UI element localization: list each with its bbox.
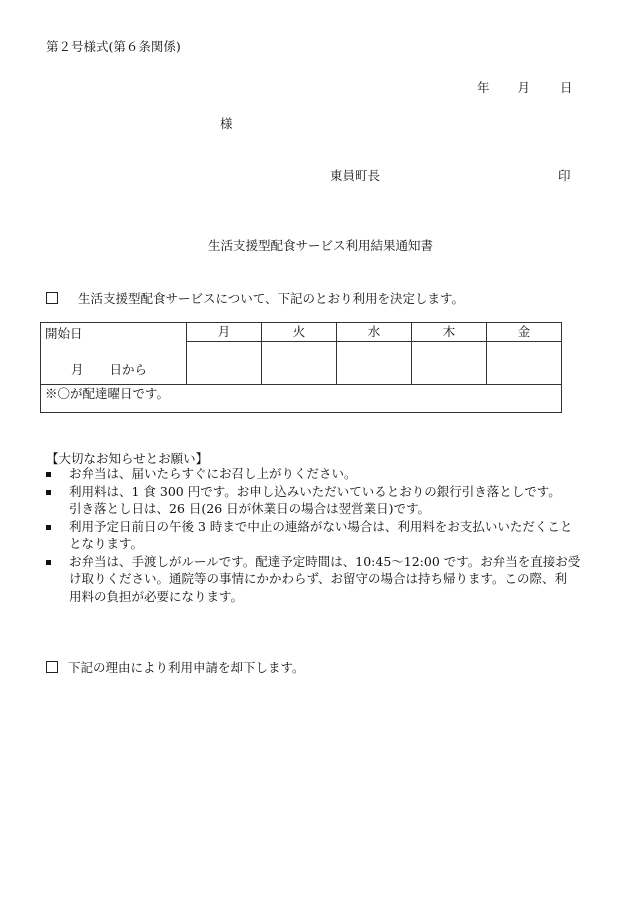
notice-item — [46, 553, 616, 606]
day-cell-wed[interactable] — [337, 342, 412, 385]
day-cell-fri[interactable] — [487, 342, 562, 385]
delivery-day-note: ※〇が配達曜日です。 — [41, 385, 562, 413]
approve-text: 生活支援型配食サービスについて、下記のとおり利用を決定します。 — [78, 291, 465, 306]
notice-item — [46, 518, 616, 553]
schedule-header-row — [41, 323, 562, 342]
date-year-label: 年 — [477, 80, 490, 95]
notice-line: となります。 — [69, 536, 144, 551]
bullet-square-icon — [46, 490, 51, 495]
day-header-tue: 火 — [262, 323, 337, 342]
bullet-square-icon — [46, 560, 51, 565]
start-date-label: 開始日 — [45, 326, 83, 341]
day-cell-mon[interactable] — [187, 342, 262, 385]
day-header-thu: 木 — [412, 323, 487, 342]
date-day-label: 日 — [560, 80, 573, 95]
notice-line: け取りください。通院等の事情にかかわらず、お留守の場合は持ち帰ります。この際、利 — [69, 571, 568, 586]
start-month-label: 月 — [71, 361, 84, 377]
notice-list — [46, 465, 616, 605]
notice-line: お弁当は、手渡しがルールです。配達予定時間は、10:45～12:00 です。お弁当を直接お受 — [69, 553, 581, 569]
issuer-name: 東員町長 — [330, 168, 381, 183]
bullet-square-icon — [46, 525, 51, 530]
day-cell-tue[interactable] — [262, 342, 337, 385]
notice-line: 利用予定日前日の午後 3 時まで中止の連絡がない場合は、利用料をお支払いいただくこと — [69, 518, 573, 534]
notice-line: 用料の負担が必要になります。 — [69, 588, 244, 604]
day-header-fri: 金 — [487, 323, 562, 342]
notice-item — [46, 465, 616, 483]
schedule-note-row — [41, 385, 562, 413]
day-header-wed: 水 — [337, 323, 412, 342]
bullet-square-icon — [46, 472, 51, 477]
notice-line: 利用料は、1 食 300 円です。お申し込みいただいているとおりの銀行引き落としです。 — [69, 483, 561, 499]
start-date-value-cell — [41, 342, 187, 385]
delivery-schedule-table — [40, 322, 562, 413]
decision-approve — [46, 289, 464, 307]
reject-text: 下記の理由により利用申請を却下します。 — [68, 660, 305, 675]
document-title: 生活支援型配食サービス利用結果通知書 — [208, 238, 434, 253]
form-number: 第２号様式(第６条関係) — [46, 39, 181, 54]
notice-line: お弁当は、届いたらすぐにお召し上がりください。 — [69, 466, 357, 481]
seal-mark: 印 — [558, 168, 571, 183]
day-cell-thu[interactable] — [412, 342, 487, 385]
date-month-label: 月 — [517, 80, 531, 95]
notice-item — [46, 483, 616, 518]
approve-checkbox[interactable] — [46, 292, 58, 304]
reject-checkbox[interactable] — [46, 661, 58, 673]
schedule-body-row — [41, 342, 562, 385]
recipient-suffix: 様 — [220, 116, 233, 131]
start-day-from-label: 日から — [109, 361, 148, 377]
notice-heading: 【大切なお知らせとお願い】 — [46, 451, 209, 466]
start-date-from — [71, 360, 147, 378]
date-line — [477, 78, 573, 96]
start-date-header-cell — [41, 323, 187, 342]
decision-reject — [46, 658, 305, 676]
notice-line: 引き落とし日は、26 日(26 日が休業日の場合は翌営業日)です。 — [69, 501, 431, 516]
day-header-mon: 月 — [187, 323, 262, 342]
